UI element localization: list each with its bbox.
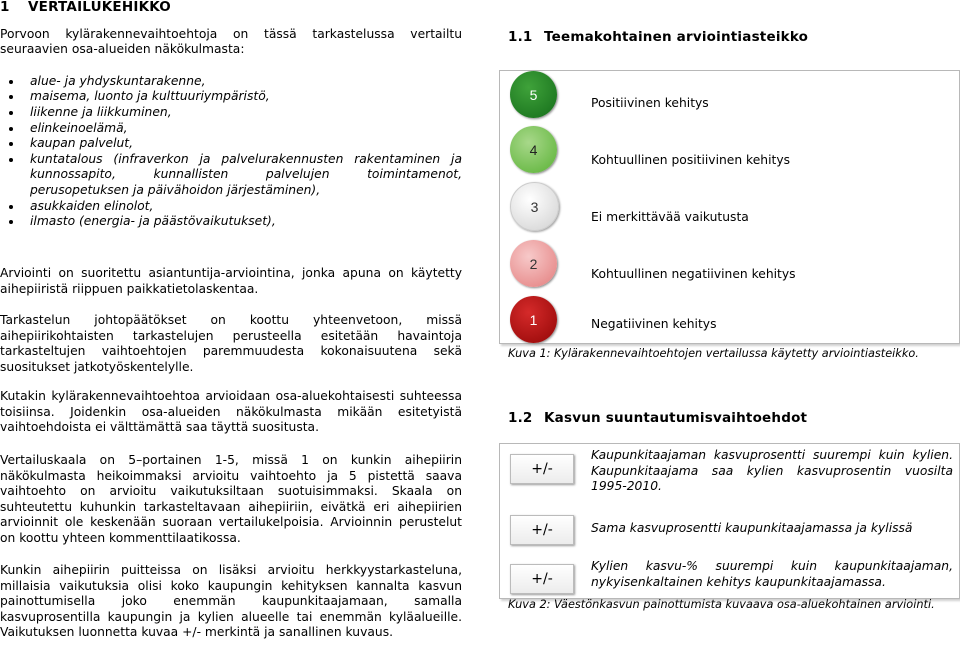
list-item: elinkeinoelämä,	[0, 121, 462, 137]
left-column	[0, 0, 462, 230]
figure-caption-2: Kuva 2: Väestönkasvun painottumista kuvaava osa-aluekohtainen arviointi.	[508, 598, 935, 611]
heading-title: VERTAILUKEHIKKO	[28, 0, 171, 15]
topic-list	[0, 74, 462, 230]
plus-minus-badge: +/-	[510, 515, 574, 545]
section-number: 1.2	[508, 410, 533, 426]
rating-scale-figure	[499, 70, 960, 344]
paragraph-scale: Vertailuskaala on 5–portainen 1-5, missä 1 on kunkin aihepiirin näkökulmasta heikoimmaksi arvioitu vaihtoehto ja 5 pistettä saava vaihtoehto on arvioitu vaikutuksiltaan suotuisimmaksi. Skaala on suhteutettu kuhunkin tarkasteltavaan aihepiiriin, eivätkä eri aihepiirien arvioinnit ole keskenään suoraan vertailukelpoisia. Arvioinnin perustelut on koottu yhteen kommenttilaatikossa.	[0, 453, 462, 545]
list-item: kuntatalous (infraverkon ja palvelurakennusten rakentaminen ja kunnossapito, kunnallisten palvelujen toimintamenot, perusopetuksen ja päivähoidon järjestäminen),	[0, 152, 462, 199]
scale-circle-2: 2	[510, 240, 557, 287]
intro-paragraph: Porvoon kylärakennevaihtoehtoja on tässä tarkastelussa vertailtu seuraavien osa-alueiden näkökulmasta:	[0, 26, 462, 57]
list-item: liikenne ja liikkuminen,	[0, 105, 462, 121]
growth-options-figure	[499, 443, 960, 599]
scale-label-4: Kohtuullinen positiivinen kehitys	[591, 153, 791, 167]
growth-option-text: Kylien kasvu-% suurempi kuin kaupunkitaajaman, nykyisenkaltainen kehitys kaupunkitaajamassa.	[591, 559, 953, 589]
section-heading-1-1	[508, 29, 808, 45]
paragraph-method: Arviointi on suoritettu asiantuntija-arviointina, jonka apuna on käytetty aihepiiristä riippuen paikkatietolaskentaa.	[0, 266, 462, 296]
scale-circle-1: 1	[510, 296, 557, 343]
scale-label-5: Positiivinen kehitys	[591, 96, 709, 110]
scale-circle-5: 5	[510, 71, 557, 118]
plus-minus-badge: +/-	[510, 454, 574, 484]
list-item: maisema, luonto ja kulttuuriympäristö,	[0, 89, 462, 105]
list-item: asukkaiden elinolot,	[0, 199, 462, 215]
paragraph-sensitivity: Kunkin aihepiirin puitteissa on lisäksi arvioitu herkkyystarkasteluna, millaisia vaikutuksia olisi koko kaupungin kehityksen kannalta kasvun painottumisella joko enemmän kaupunkitaajamaan, samalla kasvuprosentilla kaupungin ja kylien alueelle tai enemmän kyläalueille. Vaikutuksen luonnetta kuvaa +/- merkintä ja sanallinen kuvaus.	[0, 563, 462, 640]
scale-circle-3: 3	[510, 182, 559, 231]
scale-label-3: Ei merkittävää vaikutusta	[591, 210, 749, 224]
scale-circle-4: 4	[510, 126, 557, 173]
section-title: Kasvun suuntautumisvaihtoehdot	[544, 410, 808, 426]
paragraph-conclusions: Tarkastelun johtopäätökset on koottu yhteenvetoon, missä aihepiirikohtaisten tarkastelujen perusteella esitetään havaintoja tarkasteltujen vaihtoehtojen paremmuudesta kokonaisuutena sekä suositukset jatkotyöskentelylle.	[0, 313, 462, 374]
heading-number: 1	[0, 0, 10, 15]
section-heading-1-2	[508, 410, 807, 426]
section-title: Teemakohtainen arviointiasteikko	[544, 29, 809, 45]
scale-label-2: Kohtuullinen negatiivinen kehitys	[591, 267, 796, 281]
list-item: alue- ja yhdyskuntarakenne,	[0, 74, 462, 90]
plus-minus-badge: +/-	[510, 564, 574, 594]
scale-label-1: Negatiivinen kehitys	[591, 317, 717, 331]
list-item: ilmasto (energia- ja päästövaikutukset),	[0, 214, 462, 230]
paragraph-comparison: Kutakin kylärakennevaihtoehtoa arvioidaan osa-aluekohtaisesti suhteessa toisiinsa. Joidenkin osa-alueiden näkökulmasta mikään esitetyistä vaihtoehdoista ei välttämättä saa täyttä suositusta.	[0, 389, 462, 435]
growth-option-text: Kaupunkitaajaman kasvuprosentti suurempi kuin kylien. Kaupunkitaajama saa kylien kasvuprosentin vuosilta 1995-2010.	[591, 448, 953, 494]
section-number: 1.1	[508, 29, 533, 45]
figure-caption-1: Kuva 1: Kylärakennevaihtoehtojen vertailussa käytetty arviointiasteikko.	[508, 347, 919, 360]
page-heading	[0, 0, 462, 16]
growth-option-text: Sama kasvuprosentti kaupunkitaajamassa ja kylissä	[591, 521, 913, 535]
list-item: kaupan palvelut,	[0, 136, 462, 152]
